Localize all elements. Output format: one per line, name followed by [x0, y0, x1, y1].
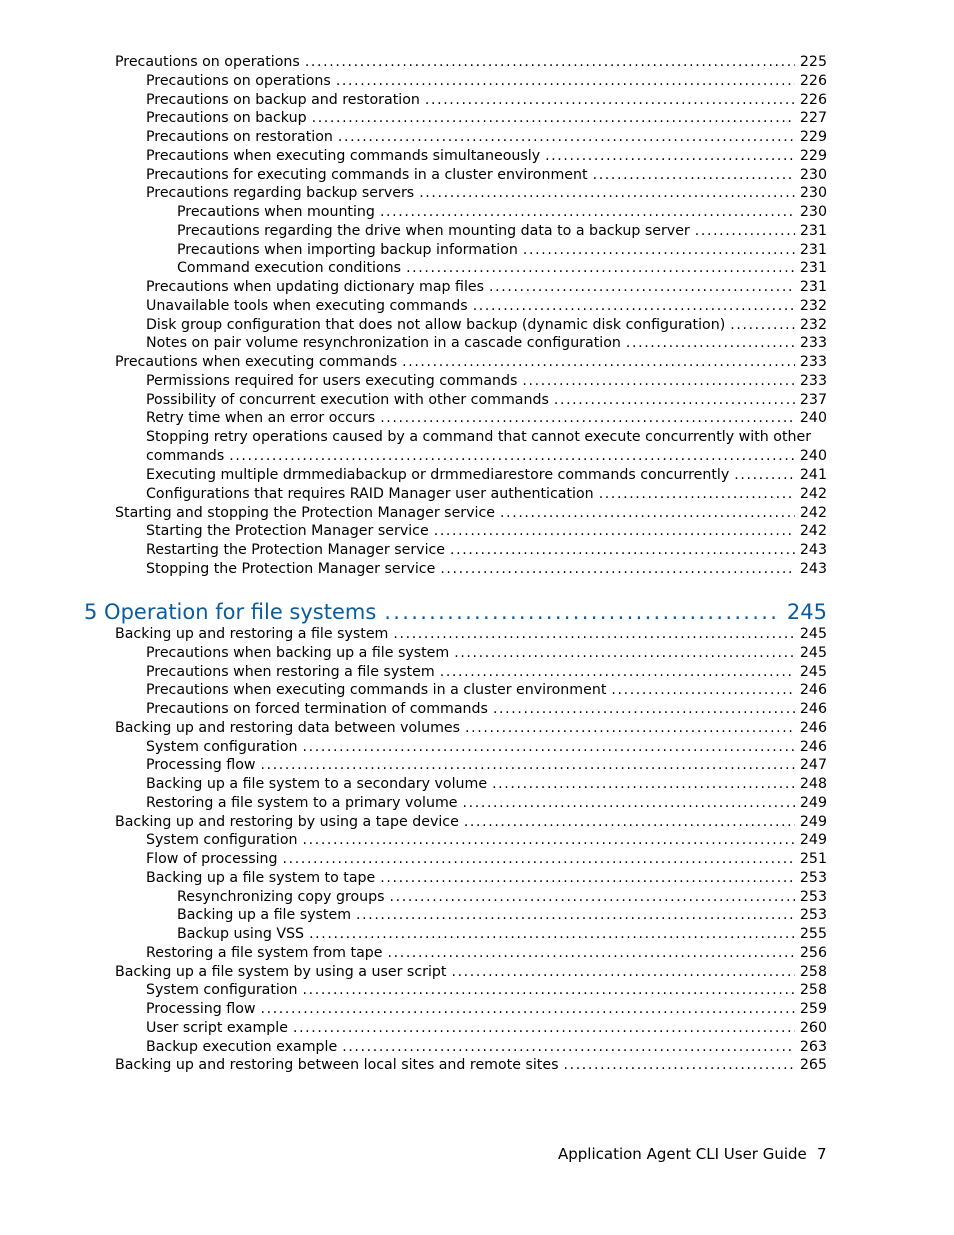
- dot-leader: [489, 278, 795, 297]
- toc-entry-title: Backing up and restoring by using a tape device: [115, 813, 459, 830]
- toc-entry-page: 256: [799, 944, 827, 961]
- toc-entry-title: Precautions on backup and restoration: [146, 91, 420, 108]
- toc-entry-page: 258: [799, 982, 827, 999]
- toc-entry-title: Precautions on operations: [115, 54, 300, 70]
- dot-leader: [463, 794, 795, 813]
- toc-entry-page: 249: [799, 832, 827, 849]
- dot-leader: [338, 128, 795, 147]
- toc-entry-title: User script example: [146, 1019, 288, 1036]
- toc-entry-title: Backup using VSS: [177, 926, 305, 942]
- toc-entry-page: 242: [799, 523, 827, 540]
- toc-entry[interactable]: [146, 869, 827, 888]
- toc-entry[interactable]: [115, 53, 827, 72]
- dot-leader: [730, 316, 795, 335]
- toc-entry-page: 230: [799, 204, 827, 220]
- dot-leader: [492, 775, 795, 794]
- toc-entry-page: 237: [799, 391, 827, 408]
- dot-leader: [500, 504, 795, 523]
- toc-entry[interactable]: [146, 560, 827, 579]
- toc-entry-title: Precautions when importing backup information: [177, 241, 518, 258]
- footer-page-number: 7: [817, 1145, 827, 1163]
- toc-entry-title: Precautions regarding the drive when mounting data to a backup server: [177, 222, 690, 239]
- dot-leader: [695, 222, 795, 241]
- toc-entry-page: 242: [799, 485, 827, 502]
- dot-leader: [599, 485, 795, 504]
- toc-entry-title: Precautions when executing commands: [115, 354, 398, 370]
- dot-leader: [465, 719, 795, 738]
- toc-entry-page: 230: [799, 166, 827, 183]
- toc-entry-title: Precautions for executing commands in a cluster environment: [146, 166, 588, 183]
- toc-entry-title: Possibility of concurrent execution with other commands: [146, 391, 549, 408]
- toc-entry-page: 241: [799, 467, 827, 483]
- toc-entry[interactable]: [115, 1056, 827, 1075]
- dot-leader: [303, 981, 795, 1000]
- toc-entry-page: 247: [799, 757, 827, 774]
- toc-entry[interactable]: [146, 184, 827, 203]
- toc-entry-page: 229: [799, 147, 827, 164]
- dot-leader: [303, 738, 795, 757]
- toc-entry-page: 258: [799, 963, 827, 980]
- dot-leader: [356, 906, 795, 925]
- toc-entry-title: Precautions when executing commands in a cluster environment: [146, 682, 607, 699]
- dot-leader: [342, 1038, 795, 1057]
- dot-leader: [593, 166, 795, 185]
- toc-entry[interactable]: [146, 72, 827, 91]
- toc-entry-title: System configuration: [146, 982, 298, 999]
- toc-entry[interactable]: [146, 334, 827, 353]
- dot-leader: [464, 813, 795, 832]
- chapter-heading[interactable]: [84, 597, 827, 627]
- dot-leader: [402, 353, 795, 372]
- toc-entry[interactable]: [146, 278, 827, 297]
- toc-entry-title: Command execution conditions: [177, 260, 402, 277]
- toc-entry-page: 245: [799, 626, 827, 642]
- toc-entry-page: 231: [799, 222, 827, 239]
- toc-entry-title: Precautions on operations: [146, 72, 331, 89]
- toc-entry-page: 259: [799, 1001, 827, 1017]
- toc-entry[interactable]: [146, 166, 827, 185]
- toc-entry-page: 240: [799, 448, 827, 464]
- dot-leader: [545, 147, 795, 166]
- toc-entry-title: Restarting the Protection Manager service: [146, 542, 446, 558]
- toc-entry[interactable]: [146, 1038, 827, 1057]
- dot-leader: [554, 391, 795, 410]
- toc-entry-title: Precautions when updating dictionary map files: [146, 279, 485, 295]
- dot-leader: [261, 756, 795, 775]
- toc-entry-page: 225: [799, 54, 827, 70]
- dot-leader: [626, 334, 795, 353]
- toc-entry-page: 248: [799, 776, 827, 792]
- toc-entry-title: Backing up a file system by using a user script: [115, 963, 447, 980]
- toc-entry[interactable]: [146, 831, 827, 850]
- toc-entry-page: 230: [799, 185, 827, 202]
- dot-leader: [261, 1000, 795, 1019]
- dot-leader: [388, 944, 795, 963]
- toc-entry[interactable]: [146, 128, 827, 147]
- dot-leader: [312, 109, 795, 128]
- toc-entry-title: Starting the Protection Manager service: [146, 523, 429, 540]
- toc-entry-title: Stopping the Protection Manager service: [146, 560, 436, 577]
- toc-entry[interactable]: [177, 906, 827, 925]
- toc-entry-page: 243: [799, 560, 827, 577]
- toc-entry[interactable]: [146, 944, 827, 963]
- toc-entry[interactable]: [115, 963, 827, 982]
- toc-entry[interactable]: [115, 504, 827, 523]
- toc-entry-title: Starting and stopping the Protection Manager service: [115, 504, 496, 521]
- toc-entry-title: Backing up and restoring a file system: [115, 626, 389, 642]
- toc-entry[interactable]: [146, 522, 827, 541]
- toc-entry-wrapped[interactable]: [146, 447, 827, 466]
- toc-entry[interactable]: [177, 241, 827, 260]
- toc-entry-title: Restoring a file system to a primary volume: [146, 794, 458, 811]
- toc-entry[interactable]: [146, 644, 827, 663]
- toc-entry-title: Precautions on restoration: [146, 129, 333, 145]
- dot-leader: [380, 203, 795, 222]
- toc-entry[interactable]: [177, 222, 827, 241]
- toc-entry-page: 249: [799, 794, 827, 811]
- toc-entry-title: Permissions required for users executing commands: [146, 372, 518, 389]
- toc-entry-page: 231: [799, 279, 827, 295]
- toc-entry-page: 245: [799, 663, 827, 680]
- toc-entry-title: Unavailable tools when executing commands: [146, 297, 468, 314]
- toc-entry-wrapped-line1[interactable]: Stopping retry operations caused by a command that cannot execute concurrently with other: [146, 429, 812, 445]
- toc-entry[interactable]: [146, 850, 827, 869]
- dot-leader: [564, 1056, 795, 1075]
- toc-entry[interactable]: [146, 738, 827, 757]
- toc-entry[interactable]: [146, 756, 827, 775]
- toc-entry-title: Precautions when mounting: [177, 204, 375, 220]
- toc-entry-page: 242: [799, 504, 827, 521]
- toc-entry[interactable]: [146, 775, 827, 794]
- toc-entry[interactable]: [146, 109, 827, 128]
- dot-leader: [406, 259, 795, 278]
- toc-entry-title: Backing up and restoring between local sites and remote sites: [115, 1057, 559, 1074]
- toc-entry[interactable]: [177, 259, 827, 278]
- toc-entry-title: System configuration: [146, 738, 298, 755]
- toc-entry-page: 260: [799, 1019, 827, 1036]
- toc-entry-title: Backing up a file system to a secondary volume: [146, 776, 488, 792]
- toc-entry-page: 243: [799, 542, 827, 558]
- dot-leader: [440, 663, 795, 682]
- toc-entry-title: Precautions when backing up a file system: [146, 644, 450, 661]
- toc-entry-page: 233: [799, 372, 827, 389]
- toc-entry-title: Restoring a file system from tape: [146, 944, 383, 961]
- toc-entry-title: Backup execution example: [146, 1038, 338, 1055]
- chapter-title: 5 Operation for file systems: [84, 600, 377, 624]
- dot-leader: [419, 184, 795, 203]
- dot-leader: [734, 466, 795, 485]
- toc-entry-page: 255: [799, 926, 827, 942]
- toc-entry-title: Processing flow: [146, 1001, 256, 1017]
- toc-entry[interactable]: [146, 700, 827, 719]
- toc-entry-page: 232: [799, 297, 827, 314]
- toc-entry[interactable]: [115, 813, 827, 832]
- toc-entry[interactable]: [146, 541, 827, 560]
- toc-entry[interactable]: [146, 1019, 827, 1038]
- toc-entry-title: Flow of processing: [146, 851, 278, 867]
- toc-entry[interactable]: [115, 353, 827, 372]
- dot-leader: [305, 53, 795, 72]
- dot-leader: [336, 72, 795, 91]
- toc-entry[interactable]: [146, 91, 827, 110]
- dot-leader: [493, 700, 795, 719]
- toc-entry-title: Precautions regarding backup servers: [146, 185, 415, 202]
- dot-leader: [473, 297, 795, 316]
- toc-entry-page: 246: [799, 701, 827, 717]
- toc-entry-page: 231: [799, 241, 827, 258]
- toc-entry-page: 227: [799, 110, 827, 127]
- toc-entry-title: Precautions when restoring a file system: [146, 663, 435, 680]
- dot-leader: [293, 1019, 795, 1038]
- dot-leader: [434, 522, 795, 541]
- toc-entry-page: 253: [799, 907, 827, 924]
- toc-entry-title: Backing up a file system to tape: [146, 869, 376, 886]
- toc-entry-page: 249: [799, 813, 827, 830]
- dot-leader: [522, 372, 794, 391]
- toc-entry-page: 226: [799, 72, 827, 89]
- dot-leader: [303, 831, 795, 850]
- toc-entry-title: Retry time when an error occurs: [146, 410, 376, 427]
- toc-entry-title: Precautions on forced termination of commands: [146, 701, 488, 717]
- toc-entry[interactable]: [146, 681, 827, 700]
- toc-entry-page: 263: [799, 1038, 827, 1055]
- toc-entry[interactable]: [146, 372, 827, 391]
- toc-entry[interactable]: [146, 297, 827, 316]
- toc-entry[interactable]: [146, 663, 827, 682]
- toc-entry[interactable]: [177, 203, 827, 222]
- toc-entry[interactable]: [146, 794, 827, 813]
- toc-entry[interactable]: [146, 316, 827, 335]
- toc-entry-title: Configurations that requires RAID Manager user authentication: [146, 485, 594, 502]
- toc-entry-page: 253: [799, 888, 827, 905]
- toc-entry-page: 233: [799, 354, 827, 370]
- toc-entry[interactable]: [177, 925, 827, 944]
- toc-entry-page: 246: [799, 738, 827, 755]
- toc-entry-page: 240: [799, 410, 827, 427]
- toc-entry-title: Executing multiple drmmediabackup or drmmediarestore commands concurrently: [146, 467, 730, 483]
- toc-entry[interactable]: [146, 391, 827, 410]
- toc-entry-page: 245: [799, 644, 827, 661]
- toc-entry[interactable]: [146, 147, 827, 166]
- toc-entry-title: Backing up a file system: [177, 907, 352, 924]
- dot-leader: [384, 597, 781, 627]
- toc-entry[interactable]: [146, 409, 827, 428]
- toc-entry-title: Resynchronizing copy groups: [177, 888, 385, 905]
- toc-entry-page: 253: [799, 869, 827, 886]
- dot-leader: [523, 241, 795, 260]
- toc-entry-title: Processing flow: [146, 757, 256, 774]
- dot-leader: [380, 409, 795, 428]
- toc-entry-page: 229: [799, 129, 827, 145]
- toc-entry-page: 251: [799, 851, 827, 867]
- dot-leader: [380, 869, 795, 888]
- toc-entry-page: 233: [799, 335, 827, 352]
- dot-leader: [283, 850, 795, 869]
- toc-entry-title: Precautions when executing commands simultaneously: [146, 147, 541, 164]
- toc-entry[interactable]: [146, 1000, 827, 1019]
- toc-entry-page: 265: [799, 1057, 827, 1074]
- toc-entry-page: 246: [799, 682, 827, 699]
- toc-entry[interactable]: [146, 466, 827, 485]
- dot-leader: [229, 447, 795, 466]
- dot-leader: [440, 560, 795, 579]
- dot-leader: [390, 888, 795, 907]
- dot-leader: [425, 91, 795, 110]
- toc-entry[interactable]: [177, 888, 827, 907]
- toc-entry-page: 246: [799, 719, 827, 736]
- toc-entry-page: 226: [799, 91, 827, 108]
- toc-entry[interactable]: [146, 981, 827, 1000]
- dot-leader: [393, 625, 795, 644]
- dot-leader: [309, 925, 795, 944]
- toc-entry-title: Precautions on backup: [146, 110, 307, 127]
- toc-entry-page: 232: [799, 316, 827, 333]
- toc-entry-title: commands: [146, 448, 225, 464]
- toc-entry[interactable]: [115, 625, 827, 644]
- dot-leader: [450, 541, 795, 560]
- toc-entry-title: Backing up and restoring data between volumes: [115, 719, 461, 736]
- dot-leader: [611, 681, 795, 700]
- toc-entry-title: Notes on pair volume resynchronization in a cascade configuration: [146, 335, 621, 352]
- dot-leader: [451, 963, 794, 982]
- toc-entry-page: 231: [799, 260, 827, 277]
- dot-leader: [454, 644, 795, 663]
- toc-entry-title: System configuration: [146, 832, 298, 849]
- toc-entry-title: Disk group configuration that does not allow backup (dynamic disk configuration): [146, 316, 726, 333]
- chapter-page: 245: [786, 600, 827, 624]
- toc-entry[interactable]: [115, 719, 827, 738]
- toc-entry[interactable]: [146, 485, 827, 504]
- footer-title: Application Agent CLI User Guide: [558, 1145, 807, 1163]
